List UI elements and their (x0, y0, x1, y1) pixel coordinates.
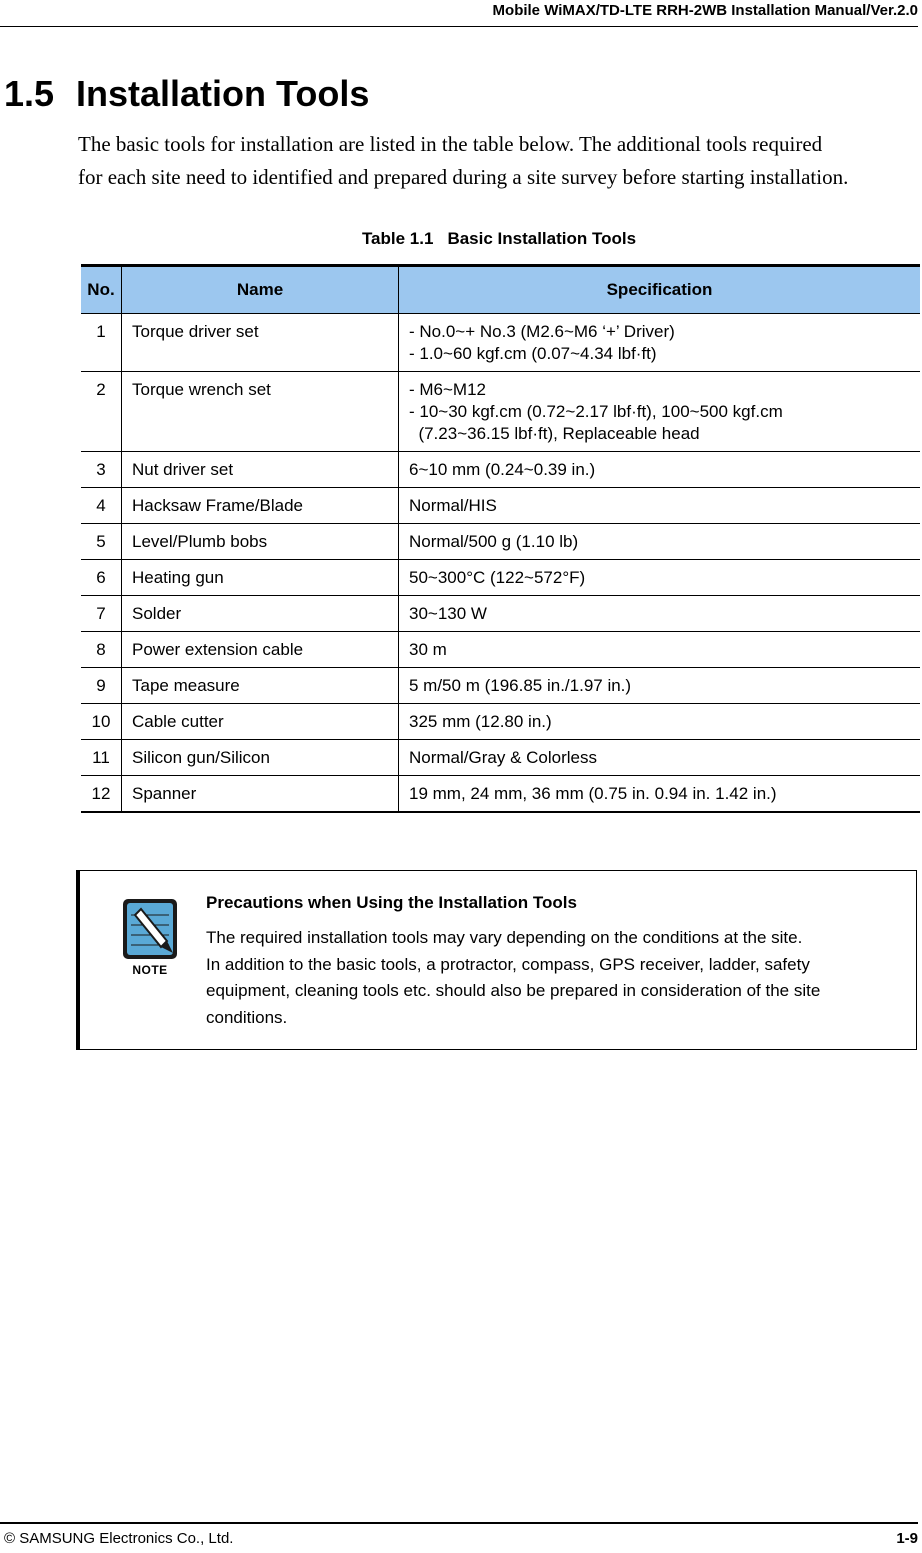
running-footer (0, 1522, 918, 1553)
table-caption (80, 229, 918, 249)
table-row (81, 372, 920, 452)
column-header-spec: Specification (399, 266, 921, 314)
cell-name: Cable cutter (122, 704, 399, 740)
spec-line: Normal/Gray & Colorless (409, 748, 597, 767)
cell-no: 10 (81, 704, 122, 740)
cell-specification (399, 632, 921, 668)
table-row (81, 740, 920, 776)
cell-specification (399, 452, 921, 488)
spec-line: Normal/500 g (1.10 lb) (409, 532, 579, 551)
cell-name: Power extension cable (122, 632, 399, 668)
section-title-text: Installation Tools (76, 73, 370, 114)
spec-line: 30~130 W (409, 604, 487, 623)
note-line: In addition to the basic tools, a protractor, compass, GPS receiver, ladder, safety (206, 954, 810, 974)
spec-line: - No.0~+ No.3 (M2.6~M6 ‘+’ Driver) (409, 322, 675, 341)
spec-line: 325 mm (12.80 in.) (409, 712, 552, 731)
cell-no: 1 (81, 314, 122, 372)
spec-line: - 10~30 kgf.cm (0.72~2.17 lbf·ft), 100~500 kgf.cm (409, 402, 783, 421)
section-number: 1.5 (4, 73, 55, 114)
cell-no: 12 (81, 776, 122, 813)
cell-name: Torque wrench set (122, 372, 399, 452)
cell-specification (399, 372, 921, 452)
cell-specification (399, 776, 921, 813)
cell-name: Level/Plumb bobs (122, 524, 399, 560)
section-title (4, 72, 369, 116)
table-row (81, 560, 920, 596)
cell-name: Torque driver set (122, 314, 399, 372)
spec-line: 30 m (409, 640, 447, 659)
cell-name: Nut driver set (122, 452, 399, 488)
cell-name: Heating gun (122, 560, 399, 596)
cell-specification (399, 488, 921, 524)
table-caption-label: Table 1.1 (361, 229, 434, 248)
cell-no: 6 (81, 560, 122, 596)
note-line: equipment, cleaning tools etc. should also be prepared in consideration of the site (206, 981, 821, 1000)
table-row (81, 596, 920, 632)
table-row (81, 452, 920, 488)
cell-no: 8 (81, 632, 122, 668)
table-row (81, 524, 920, 560)
cell-specification (399, 740, 921, 776)
spec-line: Normal/HIS (409, 496, 497, 515)
running-header (0, 0, 918, 27)
cell-name: Solder (122, 596, 399, 632)
cell-no: 2 (81, 372, 122, 452)
cell-specification (399, 524, 921, 560)
cell-no: 11 (81, 740, 122, 776)
table-header-row (81, 266, 920, 314)
table-row (81, 704, 920, 740)
note-label: NOTE (132, 963, 168, 977)
page-number: 1-9 (896, 1530, 918, 1547)
spec-line: (7.23~36.15 lbf·ft), Replaceable head (409, 424, 700, 443)
table-row (81, 776, 920, 813)
spec-line: 50~300°C (122~572°F) (409, 568, 586, 587)
cell-specification (399, 314, 921, 372)
spec-line: - 1.0~60 kgf.cm (0.07~4.34 lbf·ft) (409, 344, 657, 363)
document-title: Mobile WiMAX/TD-LTE RRH-2WB Installation Manual/Ver.2.0 (492, 2, 918, 19)
cell-specification (399, 668, 921, 704)
intro-line: for each site need to identified and prepared during a site survey before starting installation. (78, 165, 849, 189)
spec-line: 19 mm, 24 mm, 36 mm (0.75 in. 0.94 in. 1.42 in.) (409, 784, 777, 803)
copyright: © SAMSUNG Electronics Co., Ltd. (4, 1530, 234, 1547)
cell-no: 4 (81, 488, 122, 524)
cell-no: 9 (81, 668, 122, 704)
table-row (81, 488, 920, 524)
spec-line: 6~10 mm (0.24~0.39 in.) (409, 460, 596, 479)
cell-name: Tape measure (122, 668, 399, 704)
note-line: The required installation tools may vary depending on the conditions at the site. (206, 928, 803, 947)
note-box (76, 870, 917, 1050)
note-line: conditions. (206, 1007, 288, 1027)
note-body (206, 925, 906, 1031)
intro-line: The basic tools for installation are listed in the table below. The additional tools required (78, 132, 823, 156)
cell-specification (399, 704, 921, 740)
cell-no: 7 (81, 596, 122, 632)
table-row (81, 668, 920, 704)
column-header-no: No. (81, 266, 122, 314)
cell-no: 5 (81, 524, 122, 560)
cell-specification (399, 560, 921, 596)
table-body (81, 314, 920, 813)
table-row (81, 314, 920, 372)
cell-name: Hacksaw Frame/Blade (122, 488, 399, 524)
column-header-name: Name (122, 266, 399, 314)
spec-line: - M6~M12 (409, 380, 486, 399)
spec-line: 5 m/50 m (196.85 in./1.97 in.) (409, 676, 632, 695)
table-caption-title: Basic Installation Tools (447, 229, 637, 248)
note-title: Precautions when Using the Installation Tools (206, 893, 577, 912)
cell-specification (399, 596, 921, 632)
cell-name: Spanner (122, 776, 399, 813)
intro-paragraph (78, 128, 922, 194)
installation-tools-table (81, 264, 920, 813)
table-row (81, 632, 920, 668)
cell-name: Silicon gun/Silicon (122, 740, 399, 776)
cell-no: 3 (81, 452, 122, 488)
